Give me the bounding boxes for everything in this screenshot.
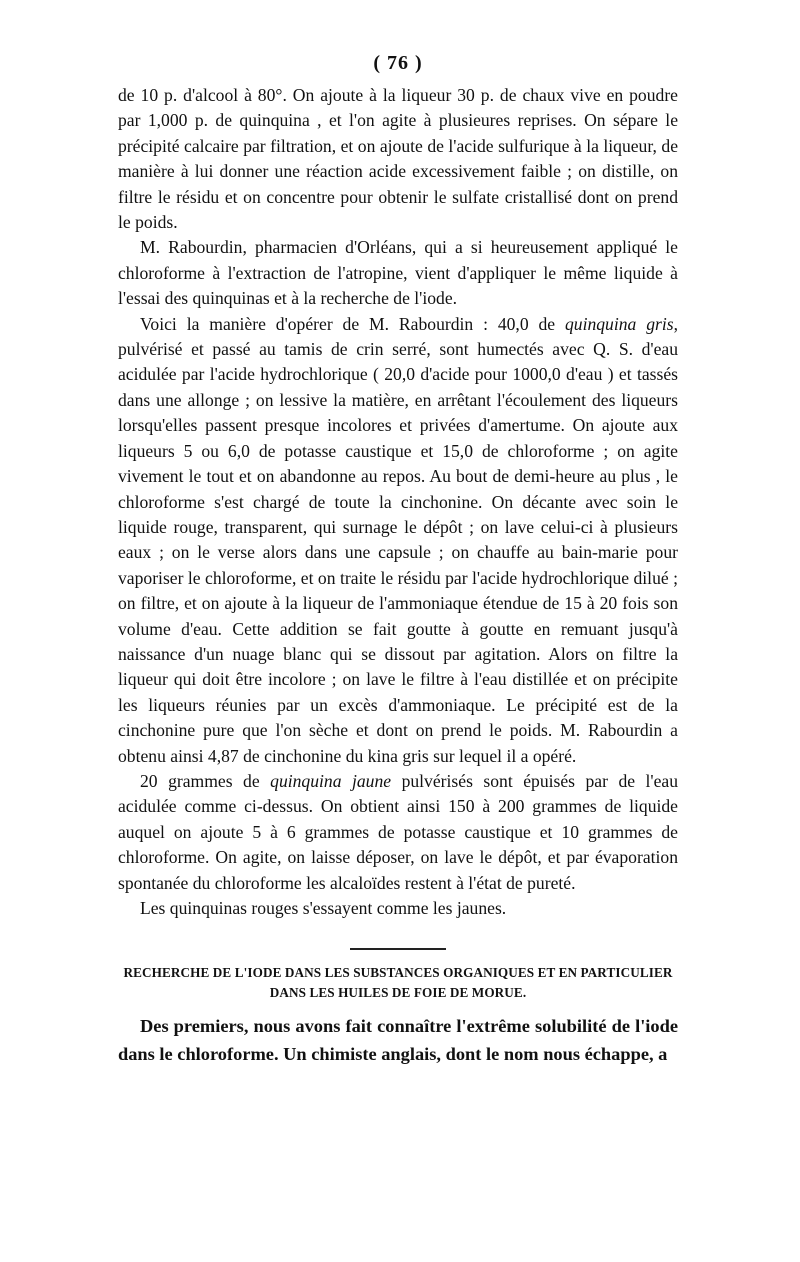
paragraph-text: de 10 p. d'alcool à 80°. On ajoute à la liqueur 30 p. de chaux vive en poudre par 1,000 p. de quinquina , et l'on agite à plusieures reprises. On sépare le précipité calcaire par filtration, et on ajoute de l'acide sulfurique à la liqueur, de manière à lui donner une réaction acide excessivement faible ; on distille, on filtre le résidu et on concentre pour obtenir le sulfate cristallisé dont on prend le poids. xyxy=(118,85,678,233)
body-text xyxy=(118,83,678,921)
paragraph-text: Les quinquinas rouges s'essayent comme les jaunes. xyxy=(140,898,507,918)
italic-term: quinquina jaune xyxy=(270,770,392,791)
paragraph-3 xyxy=(118,312,678,769)
paragraph-text: , pulvérisé et passé au tamis de crin serré, sont humectés avec Q. S. d'eau acidulée par l'acide hydrochlorique ( 20,0 d'acide pour 1000,0 d'eau ) et tassés dans une allonge ; on lessive la matière, en arrêtant l'écoulement des liqueurs lorsqu'elles passent presque incolores et privées d'amertume. On ajoute aux liqueurs 5 ou 6,0 de potasse caustique et 15,0 de chloroforme ; on agite vivement le tout et on abandonne au repos. Au bout de demi-heure au plus , le chloroforme s'est chargé de toute la cinchonine. On décante avec soin le liquide rouge, transparent, qui surnage le dépôt ; on lave celui-ci à plusieurs eaux ; on le verse alors dans une capsule ; on chauffe au bain-marie pour vaporiser le chloroforme, et on traite le résidu par l'acide hydrochlorique dilué ; on filtre, et on ajoute à la liqueur de l'ammoniaque étendue de 15 à 20 fois son volume d'eau. Cette addition se fait goutte à goutte en remuant jusqu'à naissance d'un nuage blanc qui se dissout par agitation. Alors on filtre la liqueur qui doit être incolore ; on lave le filtre à l'eau distillée et on précipite les liqueurs réunies par un excès d'ammoniaque. Le précipité est de la cinchonine pure que l'on sèche et dont on prend le poids. M. Rabourdin a obtenu ainsi 4,87 de cinchonine du kina gris sur lequel il a opéré. xyxy=(118,313,678,766)
paragraph-5 xyxy=(118,896,678,921)
section-heading-line-2: DANS LES HUILES DE FOIE DE MORUE. xyxy=(269,985,527,1001)
section-heading-line-1: RECHERCHE DE L'IODE DANS LES SUBSTANCES ORGANIQUES ET EN PARTICULIER xyxy=(123,965,673,981)
closing-paragraph: Des premiers, nous avons fait connaître l'extrême solubilité de l'iode dans le chloroforme. Un chimiste anglais, dont le nom nous échappe, a xyxy=(118,1016,678,1065)
page-number: ( 76 ) xyxy=(373,52,423,74)
italic-term: quinquina gris xyxy=(564,313,674,334)
section-divider xyxy=(350,948,446,950)
paragraph-2 xyxy=(118,235,678,311)
paragraph-1 xyxy=(118,83,678,235)
paragraph-text: M. Rabourdin, pharmacien d'Orléans, qui a si heureusement appliqué le chloroforme à l'extraction de l'atropine, vient d'appliquer le même liquide à l'essai des quinquinas et à la recherche de l'iode. xyxy=(118,237,678,309)
paragraph-text: pulvérisés sont épuisés par de l'eau acidulée comme ci-dessus. On obtient ainsi 150 à 200 grammes de liquide auquel on ajoute 5 à 6 grammes de potasse caustique et 10 grammes de chloroforme. On agite, on laisse déposer, on lave le dépôt, et par évaporation spontanée du chloroforme les alcaloïdes restent à l'état de pureté. xyxy=(118,770,679,893)
paragraph-text: Voici la manière d'opérer de M. Rabourdin : 40,0 de xyxy=(140,313,565,334)
document-page xyxy=(118,52,678,1068)
paragraph-4 xyxy=(118,769,678,896)
paragraph-text: 20 grammes de xyxy=(140,770,271,791)
